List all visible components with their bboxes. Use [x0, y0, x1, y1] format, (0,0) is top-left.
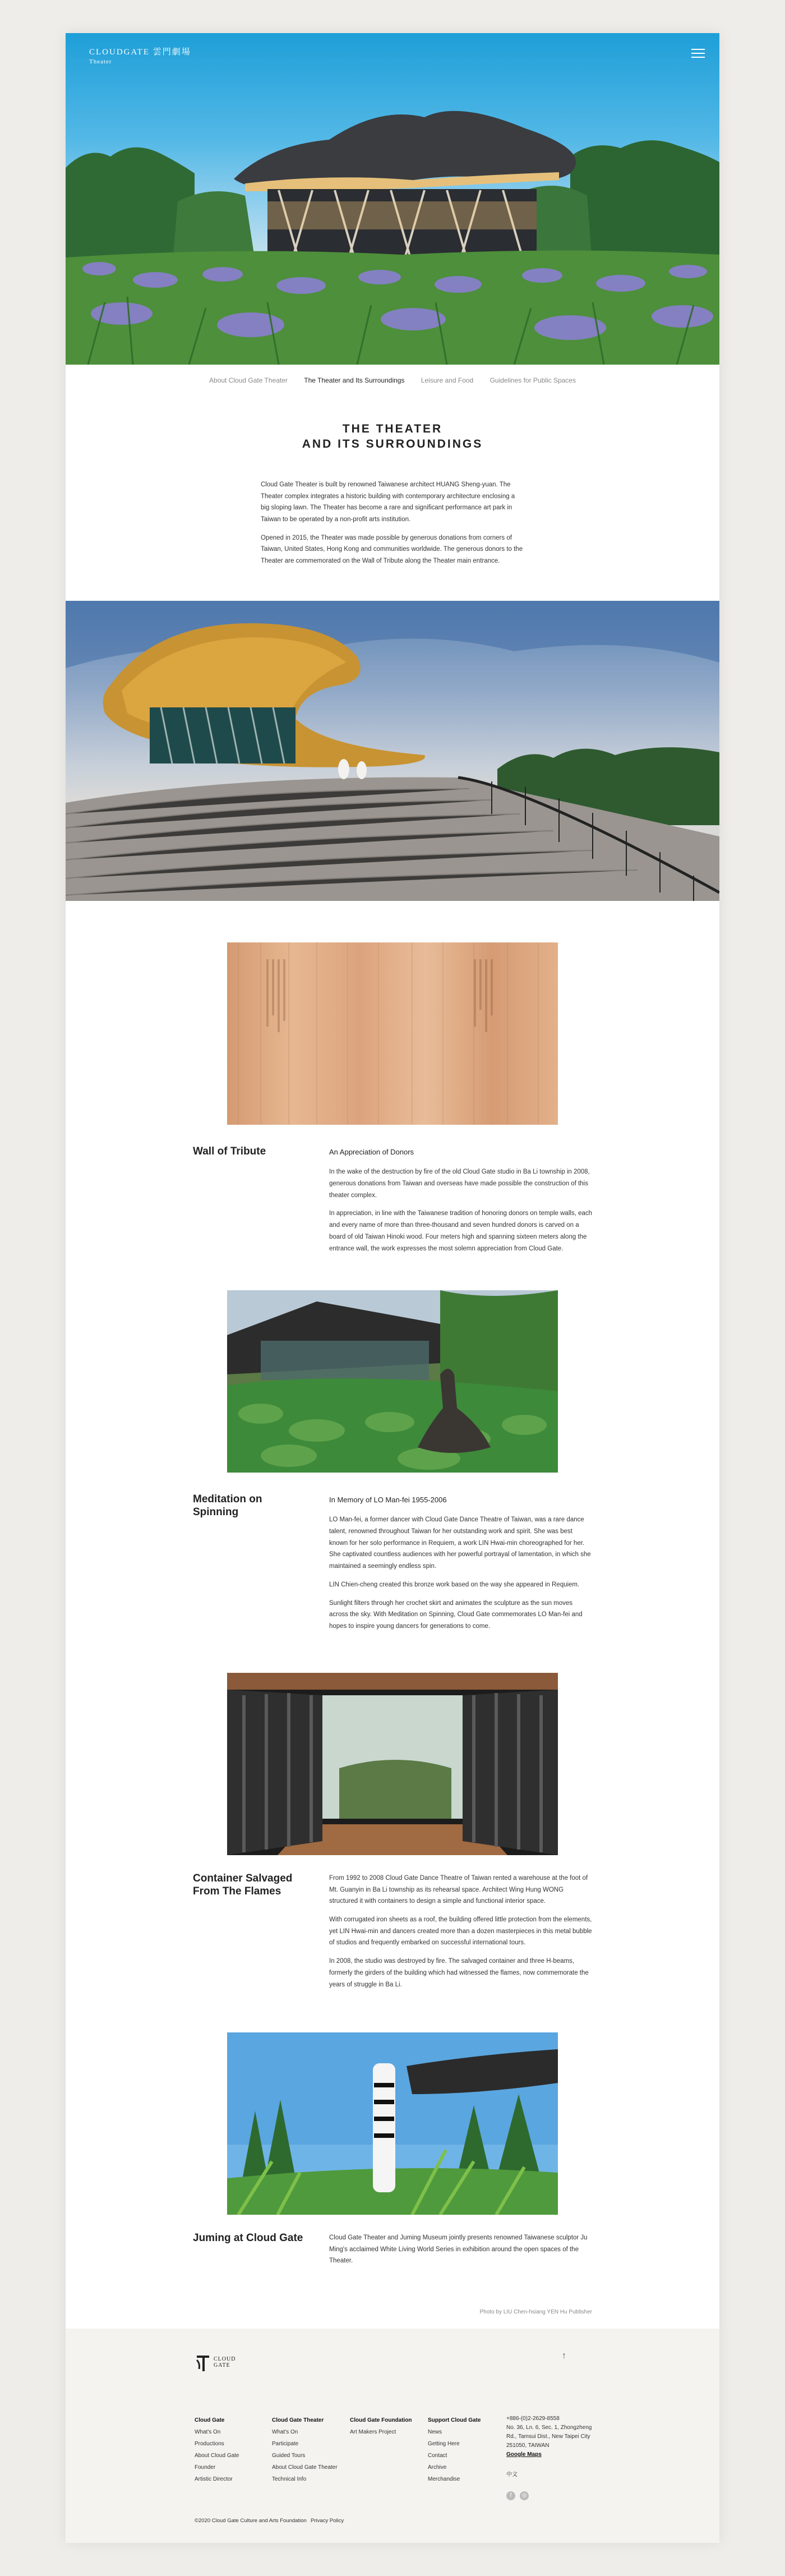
section-paragraph: In 2008, the studio was destroyed by fire. The salvaged container and three H-beams, formerly the girders of the building which had witnessed the flames, now commemorate the years of struggle in Ba Li.	[329, 1958, 589, 1988]
back-to-top-icon[interactable]: ↑	[562, 2351, 566, 2361]
footer-column-heading: Support Cloud Gate	[428, 2417, 481, 2423]
privacy-policy-link[interactable]: Privacy Policy	[311, 2518, 344, 2524]
section-title: Juming at Cloud Gate	[193, 2232, 303, 2244]
footer-link[interactable]: Participate	[272, 2441, 299, 2447]
site-logo[interactable]	[89, 45, 191, 65]
footer-contact	[506, 2414, 602, 2480]
language-switch[interactable]: 中文	[506, 2472, 518, 2478]
section-text	[329, 1493, 593, 1639]
footer-link[interactable]: Archive	[428, 2464, 447, 2471]
copyright: ©2020 Cloud Gate Culture and Arts Foundation	[195, 2518, 307, 2524]
footer-link[interactable]: News	[428, 2429, 442, 2435]
site-footer	[66, 2329, 719, 2543]
intro-paragraph: Cloud Gate Theater is built by renowned Taiwanese architect HUANG Sheng-yuan. The Theater complex integrates a historic building with contemporary architecture enclosing a big sloping lawn. The Theater has become a rare and significant performance art park in Taiwan to be operated by a non-profit arts institution.	[261, 481, 515, 523]
footer-link[interactable]: About Cloud Gate	[195, 2453, 239, 2459]
footer-column-heading: Cloud Gate	[195, 2417, 225, 2423]
section-paragraph: LIN Chien-cheng created this bronze work based on the way she appeared in Requiem.	[329, 1581, 580, 1588]
footer-column-support	[428, 2414, 481, 2485]
section-subtitle: In Memory of LO Man-fei 1955-2006	[329, 1496, 447, 1504]
logo-subtitle: Theater	[89, 58, 112, 65]
theater-photo	[66, 601, 719, 901]
subnav-about[interactable]: About Cloud Gate Theater	[209, 376, 288, 384]
page-title-line1: THE THEATER	[342, 422, 443, 435]
wall-of-tribute-photo	[227, 942, 558, 1125]
footer-column-heading: Cloud Gate Theater	[272, 2417, 324, 2423]
facebook-icon[interactable]: f	[506, 2491, 515, 2500]
section-paragraph: In the wake of the destruction by fire of the old Cloud Gate studio in Ba Li township in 2008, generous donations from Taiwan and overseas have made possible the construction of this theater complex.	[329, 1169, 590, 1199]
section-text	[329, 1146, 593, 1261]
section-paragraph: Sunlight filters through her crochet skirt and animates the sculpture as the sun moves across the sky. With Meditation on Spinning, Cloud Gate commemorates LO Man-fei and hopes to inspire young dancers for generations to come.	[329, 1599, 583, 1630]
footer-link[interactable]: Productions	[195, 2441, 224, 2447]
section-title: Meditation on Spinning	[193, 1493, 262, 1518]
footer-link[interactable]: Getting Here	[428, 2441, 460, 2447]
footer-link[interactable]: About Cloud Gate Theater	[272, 2464, 338, 2471]
footer-link[interactable]: Contact	[428, 2453, 447, 2459]
section-subtitle: An Appreciation of Donors	[329, 1148, 414, 1156]
section-paragraph: In appreciation, in line with the Taiwanese tradition of honoring donors on temple walls, each and every name of more than three-thousand and seven hundred donors is carved on a board of old Taiwan Hinoki wood. Four meters high and spanning sixteen meters along the entrance wall, the work expresses the most solemn appreciation from Cloud Gate.	[329, 1210, 593, 1252]
container-photo	[227, 1673, 558, 1855]
footer-link[interactable]: Art Makers Project	[350, 2429, 396, 2435]
logo-brand: CLOUDGATE 雲門劇場	[89, 48, 191, 57]
section-title: Container Salvaged From The Flames	[193, 1873, 293, 1897]
footer-logo-line2: GATE	[214, 2362, 230, 2368]
page-title-line2: AND ITS SURROUNDINGS	[302, 438, 483, 451]
footer-logo-line1: CLOUD	[214, 2356, 236, 2362]
footer-link[interactable]: Merchandise	[428, 2476, 460, 2482]
section-text	[329, 2232, 593, 2274]
page-card	[66, 33, 719, 2543]
page-title	[66, 421, 719, 452]
footer-column-heading: Cloud Gate Foundation	[350, 2417, 412, 2423]
footer-column-cloud-gate	[195, 2414, 239, 2485]
footer-column-theater	[272, 2414, 338, 2485]
subnav-leisure-food[interactable]: Leisure and Food	[421, 376, 474, 384]
contact-phone: +886-(0)2-2629-8558	[506, 2416, 560, 2422]
section-title: Wall of Tribute	[193, 1146, 266, 1157]
section-paragraph: Cloud Gate Theater and Juming Museum jointly presents renowned Taiwanese sculptor Ju Ming's acclaimed White Living World Series in exhibition around the open spaces of the Theater.	[329, 2234, 588, 2265]
instagram-icon[interactable]: ◎	[520, 2491, 529, 2500]
subnav-theater-surroundings[interactable]: The Theater and Its Surroundings	[304, 376, 405, 384]
subnav-guidelines[interactable]: Guidelines for Public Spaces	[490, 376, 576, 384]
section-paragraph: From 1992 to 2008 Cloud Gate Dance Theatre of Taiwan rented a warehouse at the foot of Mt. Guanyin in Ba Li township as its rehearsal space. Architect Wing Hung WONG structured it with containers to design a simple and functional interior space.	[329, 1875, 588, 1905]
footer-column-foundation	[350, 2414, 412, 2438]
photo-credit: Photo by LIU Chen-hsiang YEN Hu Publisher	[479, 2309, 592, 2315]
footer-link[interactable]: What's On	[272, 2429, 298, 2435]
social-links	[506, 2491, 529, 2500]
footer-logo-text	[214, 2356, 236, 2368]
hero-image	[66, 33, 719, 365]
section-subnav	[66, 376, 719, 384]
footer-link[interactable]: What's On	[195, 2429, 221, 2435]
intro-paragraph: Opened in 2015, the Theater was made possible by generous donations from corners of Taiwan, United States, Hong Kong and communities worldwide. The generous donors to the Theater are commemorated on the Wall of Tribute along the Theater main entrance.	[261, 534, 523, 565]
intro-text	[261, 479, 524, 574]
hamburger-menu-icon[interactable]	[691, 49, 705, 59]
footer-link[interactable]: Guided Tours	[272, 2453, 306, 2459]
meditation-on-spinning-photo	[227, 1290, 558, 1473]
section-paragraph: LO Man-fei, a former dancer with Cloud Gate Dance Theatre of Taiwan, was a rare dance talent, renowned throughout Taiwan for her outstanding work and spirit. She was best known for her solo performance in Requiem, a work LIN Hwai-min choreographed for her. She captivated countless audiences with her powerful portrayal of lamentation, in which she maintained a seemingly endless spin.	[329, 1516, 591, 1570]
google-maps-link[interactable]: Google Maps	[506, 2451, 542, 2458]
footer-link[interactable]: Founder	[195, 2464, 216, 2471]
footer-logo[interactable]	[195, 2352, 236, 2372]
section-paragraph: With corrugated iron sheets as a roof, the building offered little protection from the elements, yet LIN Hwai-min and dancers created more than a dozen masterpieces in this metal bubble of studios and frequently embarked on successful international tours.	[329, 1916, 592, 1947]
contact-address: No. 36, Ln. 6, Sec. 1, Zhongzheng Rd., Tamsui Dist., New Taipei City 251050, TAIWAN	[506, 2425, 592, 2449]
footer-link[interactable]: Artistic Director	[195, 2476, 233, 2482]
footer-link[interactable]: Technical Info	[272, 2476, 307, 2482]
cloud-gate-logo-icon	[195, 2352, 211, 2372]
juming-photo	[227, 2032, 558, 2215]
section-text	[329, 1873, 593, 1997]
